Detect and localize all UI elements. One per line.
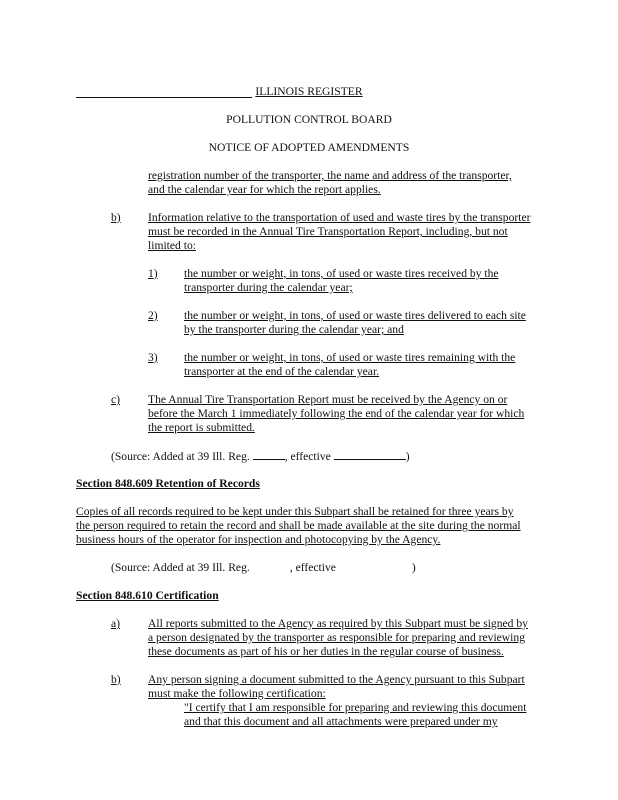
- source-2-suffix: ): [411, 561, 416, 574]
- item-610a-line-1: All reports submitted to the Agency as required by this Subpart must be signed by: [148, 617, 528, 630]
- sub1-line-1: the number or weight, in tons, of used or waste tires received by the: [184, 267, 499, 280]
- item-b-line-1: Information relative to the transportation of used and waste tires by the transporter: [148, 211, 531, 224]
- board-title: POLLUTION CONTROL BOARD: [226, 113, 392, 126]
- section-609-heading: Section 848.609 Retention of Records: [76, 477, 260, 490]
- sub3-label: 3): [148, 351, 158, 364]
- source-note-1: [111, 448, 410, 464]
- source-2-mid: , effective: [289, 561, 336, 574]
- item-c-line-1: The Annual Tire Transportation Report must be received by the Agency on or: [148, 393, 508, 406]
- sub3-line-1: the number or weight, in tons, of used or waste tires remaining with the: [184, 351, 516, 364]
- intro-line-1: registration number of the transporter, the name and address of the transporter,: [148, 169, 512, 182]
- source-note-2: [111, 560, 416, 575]
- register-title: ILLINOIS REGISTER: [255, 85, 363, 98]
- item-c-label: c): [111, 393, 121, 406]
- sub1-line-2: transporter during the calendar year;: [184, 281, 353, 294]
- item-610b-line-1: Any person signing a document submitted to the Agency pursuant to this Subpart: [148, 673, 525, 686]
- source-1-suffix: ): [405, 450, 410, 463]
- item-b-line-3: limited to:: [148, 239, 196, 252]
- sub2-label: 2): [148, 309, 158, 322]
- item-b-line-2: must be recorded in the Annual Tire Transportation Report, including, but not: [148, 225, 508, 238]
- item-610a-line-3: these documents as part of his or her duties in the regular course of business.: [148, 645, 504, 658]
- sub2-line-1: the number or weight, in tons, of used or waste tires delivered to each site: [184, 309, 526, 322]
- item-610a-label: a): [111, 617, 121, 630]
- sub3-line-2: transporter at the end of the calendar year.: [184, 365, 380, 378]
- item-610b-line-2: must make the following certification:: [148, 687, 326, 700]
- source-1-mid: , effective: [284, 450, 331, 463]
- sub2-line-2: by the transporter during the calendar year; and: [184, 323, 404, 336]
- item-c-line-3: the report is submitted.: [148, 421, 255, 434]
- section-609-line-2: the person required to retain the record and shall be made available at the site during the normal: [76, 519, 521, 532]
- sub1-label: 1): [148, 267, 158, 280]
- section-610-heading: Section 848.610 Certification: [76, 589, 219, 602]
- source-1-prefix: (Source: Added at 39 Ill. Reg.: [111, 450, 250, 463]
- section-609-line-3: business hours of the operator for inspection and photocopying by the Agency.: [76, 533, 441, 546]
- blank-field: [334, 448, 406, 460]
- certification-quote-line-1: "I certify that I am responsible for preparing and reviewing this document: [184, 701, 527, 714]
- source-2-prefix: (Source: Added at 39 Ill. Reg.: [111, 561, 250, 574]
- notice-title: NOTICE OF ADOPTED AMENDMENTS: [208, 141, 410, 154]
- blank-field: [253, 448, 285, 460]
- certification-quote-line-2: and that this document and all attachments were prepared under my: [184, 715, 498, 728]
- item-b-label: b): [111, 211, 121, 224]
- section-609-line-1: Copies of all records required to be kept under this Subpart shall be retained for three years by: [76, 505, 514, 518]
- item-c-line-2: before the March 1 immediately following the end of the calendar year for which: [148, 407, 525, 420]
- intro-line-2: and the calendar year for which the report applies.: [148, 183, 381, 196]
- item-610a-line-2: a person designated by the transporter as responsible for preparing and reviewing: [148, 631, 525, 644]
- item-610b-label: b): [111, 673, 121, 686]
